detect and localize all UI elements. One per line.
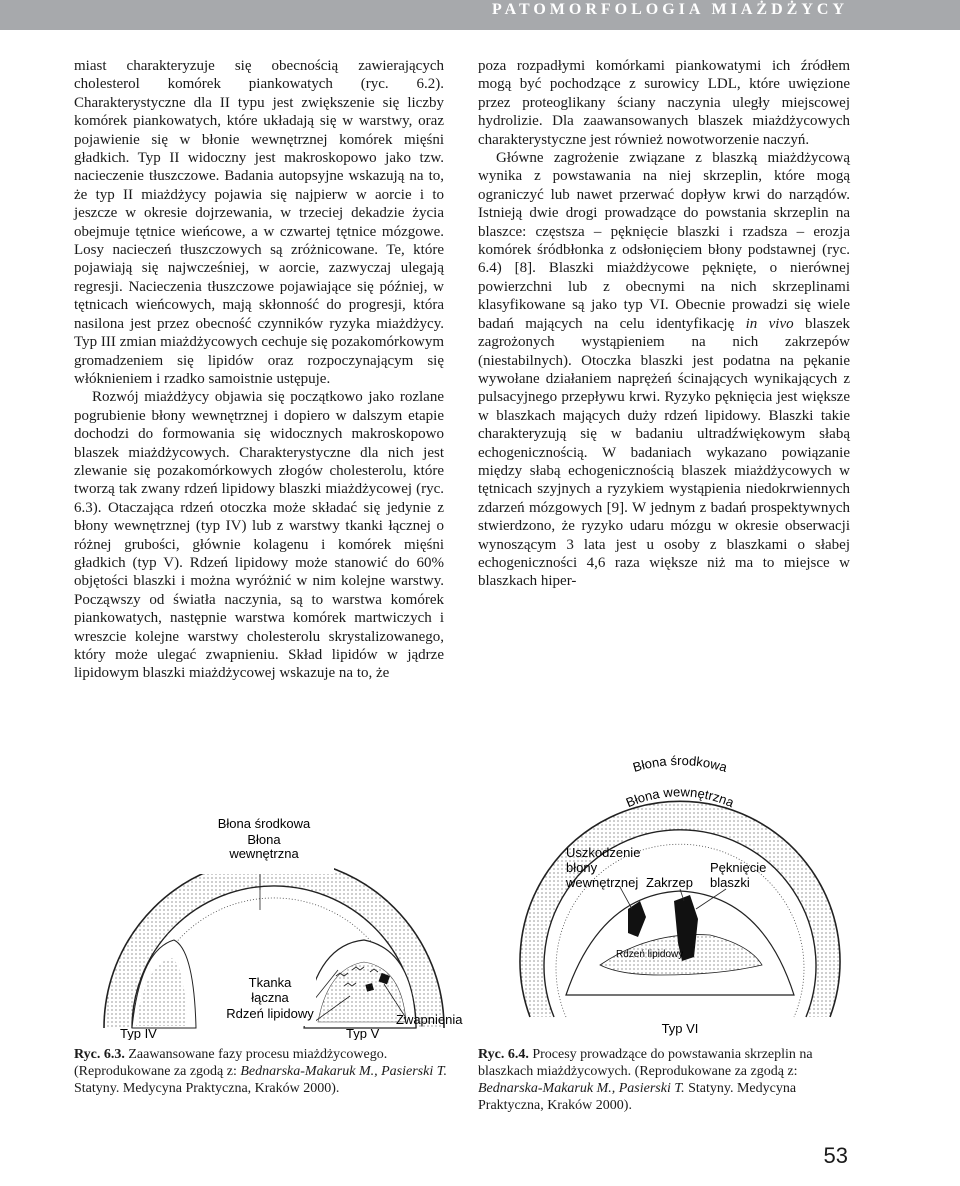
left-text-column	[74, 57, 444, 683]
figure-6-4-caption-authors: Bednarska-Makaruk M., Pasierski T.	[478, 1081, 685, 1096]
label-type-iv: Typ IV	[120, 1026, 157, 1040]
figure-6-3-caption-label: Ryc. 6.3.	[74, 1047, 125, 1062]
label-thrombus: Zakrzep	[646, 875, 693, 890]
right-paragraph-2-part-a: Główne zagrożenie związane z blaszką miażdżycową wynika z powstawania na niej skrzeplin, które mogą ograniczyć lub nawet przerwać dopływ krwi do narządów. Istnieją dwie drogi prowadzące do powstania skrzeplin na blaszce: częstsza – pęknięcie blaszki i rzadsza – erozja komórek śródbłonka z odsłonięciem błony podstawnej (ryc. 6.4) [8]. Blaszki miażdżycowe pęknięte, o nierównej powierzchni lub z obecnymi na nich skrzeplinami klasyfikowane są jako typ VI. Obecnie prowadzi się wiele badań mających na celu identyfikację	[478, 150, 850, 332]
label-intima-1: Błona	[247, 832, 281, 847]
running-header-bar	[0, 0, 960, 30]
running-header-title: PATOMORFOLOGIA MIAŻDŻYCY	[491, 1, 848, 18]
label-intima-64: Błona wewnętrzna	[623, 784, 737, 811]
label-type-vi: Typ VI	[661, 1021, 699, 1036]
label-rupture-1: Pęknięcie	[710, 860, 767, 875]
label-type-v: Typ V	[346, 1026, 380, 1040]
figure-6-4-caption-tail: Statyny. Medycyna Praktyczna, Kraków 2000).	[478, 1081, 797, 1113]
label-calcification: Zwapnienia	[396, 1012, 463, 1027]
right-paragraph-2	[478, 149, 850, 591]
figure-6-3-diagram	[74, 800, 474, 1040]
right-paragraph-1: poza rozpadłymi komórkami piankowatymi ich źródłem mogą być pochodzące z surowicy LDL, które uwięzione przez proteoglikany ściany naczynia uległy miejscowej hydrolizie. Dla zaawansowanych blaszek miażdżycowych charakterystyczne jest również nowotworzenie naczyń.	[478, 58, 850, 148]
label-connective-2: łączna	[251, 990, 289, 1005]
figure-6-3	[74, 800, 474, 1040]
figure-6-4	[500, 695, 860, 1040]
right-paragraph-2-italic: in vivo	[745, 315, 794, 332]
figure-6-3-caption	[74, 1046, 454, 1097]
figure-6-4-caption-text: Procesy prowadzące do powstawania skrzeplin na blaszkach miażdżycowych. (Reprodukowane za zgodą z:	[478, 1047, 813, 1079]
figure-6-3-caption-tail: Statyny. Medycyna Praktyczna, Kraków 2000).	[74, 1081, 340, 1096]
svg-text:Błona środkowa	[631, 753, 730, 775]
label-media-64: Błona środkowa	[631, 752, 729, 775]
label-rupture-2: blaszki	[710, 875, 750, 890]
figure-6-4-caption	[478, 1046, 850, 1114]
page-number: 53	[823, 1143, 848, 1168]
label-lipid-core: Rdzeń lipidowy	[226, 1006, 314, 1021]
right-paragraph-2-part-b: blaszek zagrożonych wystąpieniem na nich zakrzepów (niestabilnych). Otoczka blaszki jest podatna na pękanie wywołane działaniem naprężeń ścinających wynikających z pulsacyjnego przepływu krwi. Ryzyko pęknięcia jest większe w blaszkach mających duży rdzeń lipidowy. Blaszki takie charakteryzują się w badaniu ultradźwiękowym słabą echogenicznością. W badaniach wykazano powiązanie między słabą echogenicznością blaszek miażdżycowych w tętnicach szyjnych a ryzykiem wystąpienia niedokrwiennych zdarzeń mózgowych [9]. W jednym z badań prospektywnych stwierdzono, że ryzyko udaru mózgu w okresie obserwacji wynoszącym 3 lata jest u osoby z blaszkami o słabej echogeniczności 4,6 raza większe niż ma to miejsce w blaszkach hiper-	[478, 315, 850, 590]
label-lipid-core-64: Rdzeń lipidowy	[616, 949, 684, 960]
label-damage-1: Uszkodzenie	[566, 845, 641, 860]
label-intima-2: wewnętrzna	[229, 846, 299, 861]
left-paragraph-2: Rozwój miażdżycy objawia się początkowo jako rozlane pogrubienie błony wewnętrznej i dopiero w dalszym etapie dochodzi do formowania się widocznych makroskopowo blaszek miażdżycowych. Charakterystyczne dla nich jest zlewanie się pozakomórkowych złogów cholesterolu, które tworzą tak zwany rdzeń lipidowy blaszki miażdżycowej (ryc. 6.3). Otaczająca rdzeń otoczka może składać się jedynie z błony wewnętrznej (typ IV) lub z warstwy tkanki łącznej o różnej grubości, głównie kolagenu i komórek mięśni gładkich (typ V). Rdzeń lipidowy może stanowić do 60% objętości blaszki i można wyróżnić w nim kolejne warstwy. Począwszy od światła naczynia, są to warstwa komórek piankowatych, następnie warstwa komórek martwiczych i wreszcie kolejne warstwy cholesterolu skrystalizowanego, który może ulegać zwapnieniu. Skład lipidów w jądrze lipidowym blaszki miażdżycowej wskazuje na to, że	[74, 389, 444, 682]
label-connective-1: Tkanka	[248, 975, 292, 990]
figure-6-3-caption-authors: Bednarska-Makaruk M., Pasierski T.	[240, 1064, 447, 1079]
figure-6-4-diagram	[500, 695, 860, 1040]
left-paragraph-1: miast charakteryzuje się obecnością zawierających cholesterol komórek piankowatych (ryc. 6.2). Charakterystyczne dla II typu jest zwiększenie się liczby komórek piankowatych, które układają się w warstwy, oraz pojawienie się w błonie wewnętrznej komórek mięśni gładkich. Typ II widoczny jest makroskopowo jako tzw. nacieczenie tłuszczowe. Badania autopsyjne wskazują na to, że typ II miażdżycy pojawia się najpierw w aorcie i to jeszcze w okresie dojrzewania, w trzeciej dekadzie życia obejmuje tętnice wieńcowe, a w czwartej tętnice mózgowe. Losy nacieczeń tłuszczowych są zróżnicowane. Te, które pojawiają się najwcześniej, w aorcie, zazwyczaj ulegają regresji. Nacieczenia tłuszczowe pojawiające się później, w tętnicach wieńcowych, mają skłonność do progresji, która nasilona jest przez obecność czynników ryzyka miażdżycy. Typ III zmian miażdżycowych cechuje się pozakomórkowym gromadzeniem się lipidów oraz rozpoczynającym się włóknieniem i rzadko samoistnie ustępuje.	[74, 58, 444, 387]
label-media: Błona środkowa	[217, 816, 311, 831]
label-damage-3: wewnętrznej	[566, 875, 639, 890]
right-text-column	[478, 57, 850, 591]
figure-6-4-caption-label: Ryc. 6.4.	[478, 1047, 529, 1062]
label-damage-2: błony	[566, 860, 598, 875]
figure-6-3-caption-text: Zaawansowane fazy procesu miażdżycowego. (Reprodukowane za zgodą z:	[74, 1047, 388, 1079]
